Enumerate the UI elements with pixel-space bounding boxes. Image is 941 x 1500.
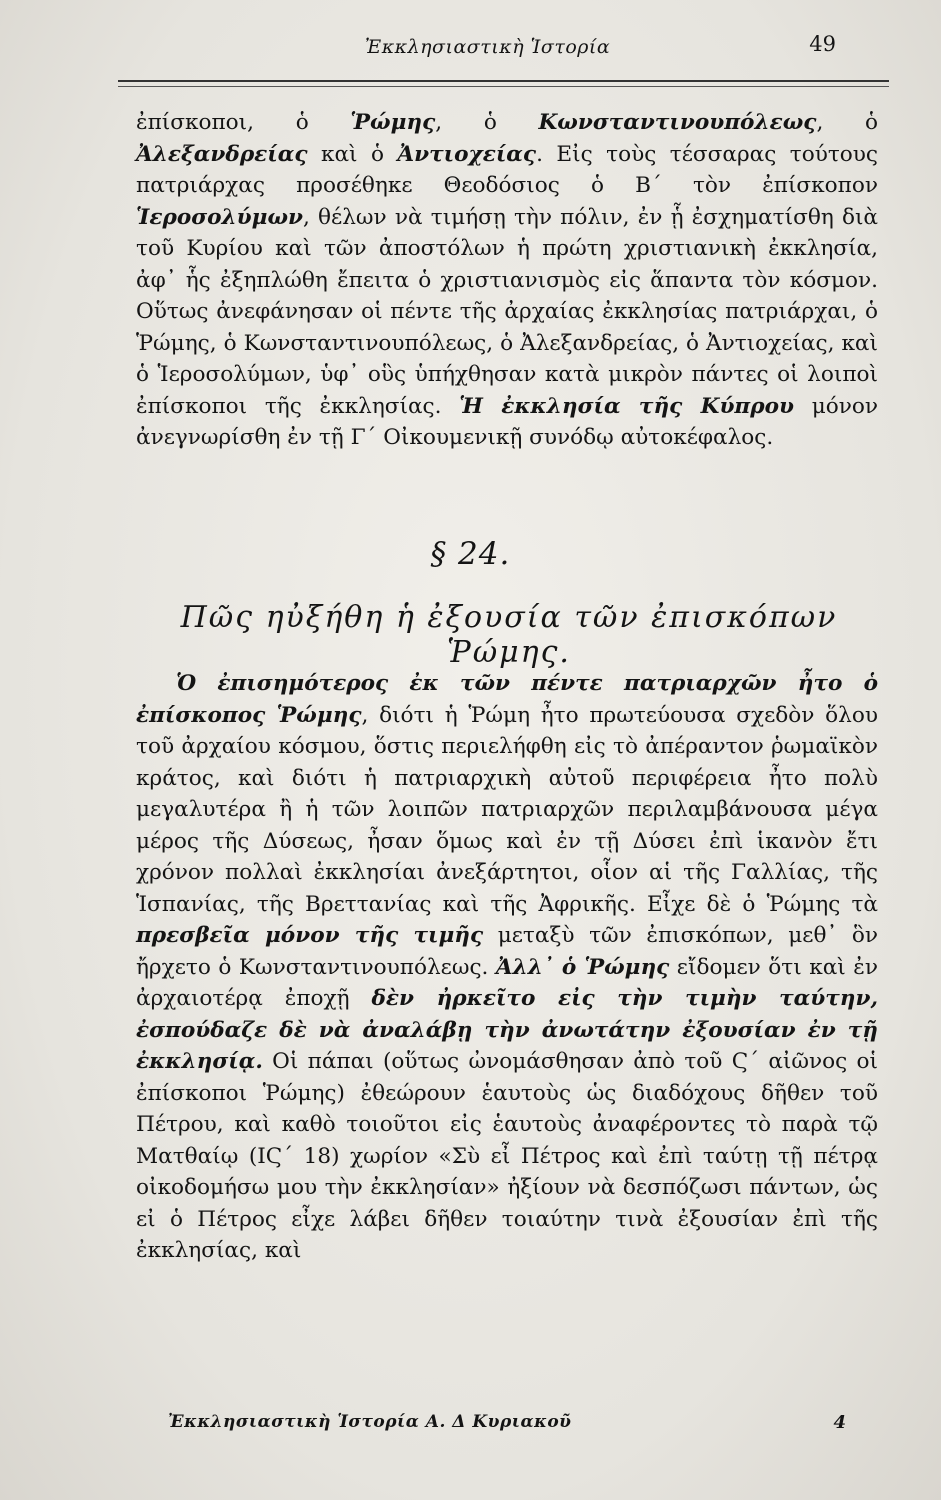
text-run: εἴδομεν ὅτι καὶ ἐν ἀρχαιοτέρᾳ ἐποχῇ	[136, 954, 878, 1011]
text-run: μεταξὺ τῶν ἐπισκόπων, μεθ᾽ ὃν ἤρχετο ὁ Κωνσταντινουπόλεως.	[136, 923, 878, 980]
bold-term: Ἡ ἐκκλησία τῆς Κύπρου	[459, 393, 794, 419]
bold-term: Ἀντιοχείας	[397, 141, 537, 167]
bold-term: Ἀλλ᾽ ὁ Ῥώμης	[495, 954, 670, 980]
header-rule	[118, 80, 889, 82]
text-run: , ὁ	[816, 110, 878, 135]
page-number: 49	[809, 32, 836, 56]
page-header	[120, 28, 846, 72]
section-title: Πῶς ηὐξήθη ἡ ἐξουσία τῶν ἐπισκόπων Ῥώμης.	[180, 600, 838, 670]
text-run: , θέλων νὰ τιμήσῃ τὴν πόλιν, ἐν ᾗ ἐσχηματίσθη διὰ τοῦ Κυρίου καὶ τῶν ἀποστόλων ἡ πρώτη χριστιανικὴ ἐκκλησία, ἀφ᾽ ἧς ἐξηπλώθη ἔπειτα ὁ χριστιανισμὸς εἰς ἅπαντα τὸν κόσμον. Οὕτως ἀνεφάνησαν οἱ πέντε τῆς ἀρχαίας ἐκκλησίας πατριάρχαι, ὁ Ῥώμης, ὁ Κωνσταντινουπόλεως, ὁ Ἀλεξανδρείας, ὁ Ἀντιοχείας, καὶ ὁ Ἱεροσολύμων, ὑφ᾽ οὓς ὑπήχθησαν κατὰ μικρὸν πάντες οἱ λοιποὶ ἐπίσκοποι τῆς ἐκκλησίας.	[136, 204, 878, 419]
page-footer	[168, 1412, 846, 1442]
paragraph-1	[136, 107, 878, 454]
text-run: Οἱ πάπαι (οὕτως ὠνομάσθησαν ἀπὸ τοῦ Ϛ΄ αἰῶνος οἱ ἐπίσκοποι Ῥώμης) ἐθεώρουν ἑαυτοὺς ὡς διαδόχους δῆθεν τοῦ Πέτρου, καὶ καθὸ τοιοῦτοι εἰς ἑαυτοὺς ἀναφέροντες τὸ παρὰ τῷ Ματθαίῳ (ΙϚ΄ 18) χωρίον «Σὺ εἶ Πέτρος καὶ ἐπὶ ταύτῃ τῇ πέτρᾳ οἰκοδομήσω μου τὴν ἐκκλησίαν» ἠξίουν νὰ δεσπόζωσι πάντων, ὡς εἰ ὁ Πέτρος εἶχε λάβει δῆθεν τοιαύτην τινὰ ἐξουσίαν ἐπὶ τῆς ἐκκλησίας, καὶ	[136, 1049, 878, 1263]
text-run: ἐπίσκοποι, ὁ	[136, 110, 351, 135]
footer-title: Ἐκκλησιαστικὴ Ἱστορία Α. Δ Κυριακοῦ	[168, 1412, 572, 1432]
paragraph-2	[136, 668, 878, 1267]
section-number: § 24.	[430, 536, 511, 572]
bold-term: δὲν ἠρκεῖτο εἰς τὴν τιμὴν ταύτην, ἐσπούδαζε δὲ νὰ ἀναλάβῃ τὴν ἀνωτάτην ἐξουσίαν ἐν τῇ ἐκκλησίᾳ.	[136, 986, 878, 1074]
running-head: Ἐκκλησιαστικὴ Ἱστορία	[365, 36, 611, 58]
bold-term: Κωνσταντινουπόλεως	[538, 110, 817, 135]
bold-term: Ἱεροσολύμων	[136, 204, 304, 230]
signature-mark: 4	[833, 1412, 846, 1433]
text-run: . Εἰς τοὺς τέσσαρας τούτους πατριάρχας προσέθηκε Θεοδόσιος ὁ Β΄ τὸν ἐπίσκοπον	[136, 141, 879, 198]
text-run: , ὁ	[435, 110, 539, 135]
header-rule-thin	[118, 86, 889, 87]
text-run: , διότι ἡ Ῥώμη ἦτο πρωτεύουσα σχεδὸν ὅλου τοῦ ἀρχαίου κόσμου, ὅστις περιελήφθη εἰς τὸ ἀπέραντον ῥωμαϊκὸν κράτος, καὶ διότι ἡ πατριαρχικὴ αὐτοῦ περιφέρεια ἦτο πολὺ μεγαλυτέρα ἢ ἡ τῶν λοιπῶν πατριαρχῶν περιλαμβάνουσα μέγα μέρος τῆς Δύσεως, ἦσαν ὅμως καὶ ἐν τῇ Δύσει ἐπὶ ἱκανὸν ἔτι χρόνον πολλαὶ ἐκκλησίαι ἀνεξάρτητοι, οἷον αἱ τῆς Γαλλίας, τῆς Ἱσπανίας, τῆς Βρεττανίας καὶ τῆς Ἀφρικῆς. Εἶχε δὲ ὁ Ῥώμης τὰ	[136, 702, 878, 917]
bold-term: Ὁ ἐπισημότερος ἐκ τῶν πέντε πατριαρχῶν ἦτο ὁ ἐπίσκοπος Ῥώμης	[136, 671, 878, 728]
text-run: καὶ ὁ	[307, 141, 398, 167]
bold-term: Ῥώμης	[350, 110, 436, 135]
text-run: μόνον ἀνεγνωρίσθη ἐν τῇ Γ΄ Οἰκουμενικῇ συνόδῳ αὐτοκέφαλος.	[136, 393, 879, 450]
bold-term: πρεσβεῖα μόνον τῆς τιμῆς	[136, 923, 484, 948]
bold-term: Ἀλεξανδρείας	[136, 141, 308, 167]
